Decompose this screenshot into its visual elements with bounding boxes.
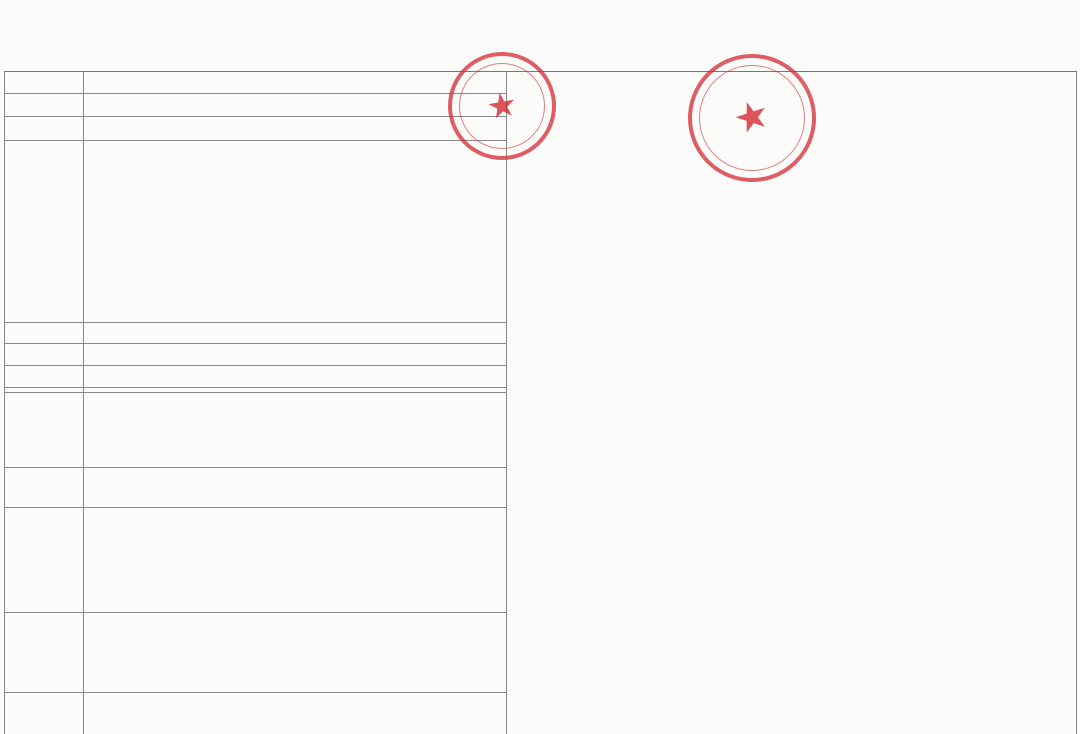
area-label bbox=[5, 117, 84, 140]
energy-value bbox=[84, 693, 506, 734]
row-area bbox=[5, 117, 506, 141]
setback-value bbox=[84, 508, 506, 612]
area-value bbox=[84, 117, 506, 140]
row-setback bbox=[5, 508, 506, 613]
energy-label bbox=[5, 693, 84, 734]
far-value bbox=[84, 323, 506, 343]
far-label bbox=[5, 323, 84, 343]
density-label bbox=[5, 344, 84, 365]
right-table bbox=[505, 71, 1077, 734]
location-label bbox=[5, 94, 84, 116]
row-density bbox=[5, 344, 506, 366]
row-energy bbox=[5, 693, 506, 734]
spacing-value bbox=[84, 468, 506, 507]
row-green bbox=[5, 366, 506, 388]
vertical-value bbox=[84, 388, 506, 467]
underground-label bbox=[5, 613, 84, 692]
row-vertical bbox=[5, 388, 506, 468]
underground-value bbox=[84, 613, 506, 692]
header-label bbox=[5, 72, 84, 93]
row-header bbox=[5, 72, 506, 94]
star-icon: ★ bbox=[483, 83, 521, 129]
spacing-label bbox=[5, 468, 84, 507]
green-label bbox=[5, 366, 84, 387]
row-location bbox=[5, 94, 506, 117]
row-underground bbox=[5, 613, 506, 693]
vertical-label bbox=[5, 388, 84, 467]
density-value bbox=[84, 344, 506, 365]
location-value bbox=[84, 94, 506, 116]
left-table bbox=[4, 71, 507, 734]
row-spacing bbox=[5, 468, 506, 508]
green-value bbox=[84, 366, 506, 387]
setback-label bbox=[5, 508, 84, 612]
row-far-ratio bbox=[5, 322, 506, 344]
header-value bbox=[84, 72, 506, 93]
star-icon: ★ bbox=[727, 89, 776, 145]
